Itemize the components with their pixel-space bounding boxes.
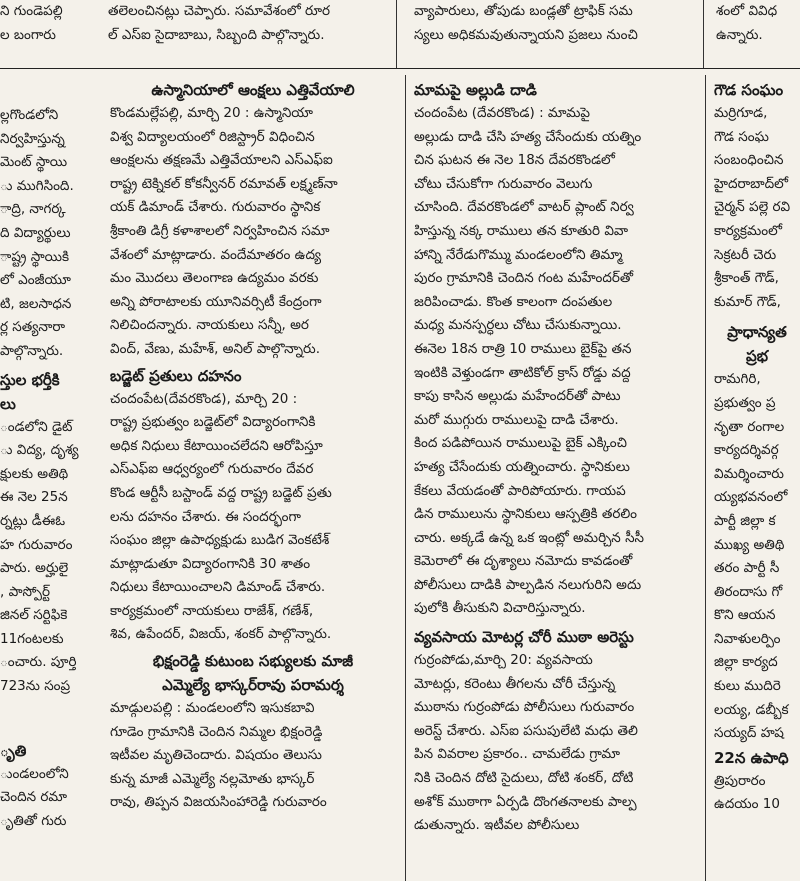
text-line: రాష్ట్ర ప్రభుత్వం బడ్జెట్‌లో విద్యారంగానికి (110, 414, 316, 431)
text-line: రాష్ట్ర టెక్నికల్ కోకన్వీనర్ రమావత్ లక్ష్మణ్‌నా (110, 175, 338, 192)
text-line: తరం పార్టీ సీ (714, 560, 780, 577)
text-line: అరెస్ట్ చేశారు. ఎస్ఐ పసుపులేటి మధు తెలి (414, 722, 638, 739)
text-line: సంబంధించిన (714, 152, 784, 169)
text-line: ాష్ట్ర స్థాయికి (0, 248, 70, 265)
text-line: ఉన్నారు. (716, 26, 763, 43)
text-line: ఇంటికి వెళ్తుండగా తాటికోల్ క్రాస్ రోడ్డు వద్ద (414, 364, 631, 381)
text-line: ంచారు. పూర్తి (0, 654, 77, 671)
headline: ృతి (0, 741, 27, 760)
text-line: మం మొదలు తెలంగాణ ఉద్యమం వరకు (110, 270, 319, 287)
text-line: ు ముగిసింది. (0, 177, 74, 194)
text-line: డిన రాములును స్థానికులు ఆస్పత్రికి తరలిం (414, 506, 638, 523)
column-divider (705, 75, 706, 881)
text-line: ల బంగారు (0, 26, 56, 43)
text-line: అల్లుడు దాడి చేసి హత్య చేసేందుకు యత్నిం (414, 128, 642, 145)
text-line: మాట్లాడుతూ విద్యారంగానికి 30 శాతం (110, 555, 311, 572)
text-line: మెంట్ స్థాయి (0, 154, 68, 171)
text-line: ముఖ్య అతిథి (714, 536, 785, 553)
text-line: రావు, తిప్పన విజయసింహారెడ్డి గురువారం (110, 794, 327, 811)
text-line: మోటర్లు, కరెంటు తీగలను చోరీ చేస్తున్న (414, 675, 616, 692)
text-line: ని గుండెపల్లి (0, 3, 63, 19)
text-line: య్యభవనంలో (714, 489, 788, 506)
text-line: నికి చెందిన దోటి సైదులు, దోటి శంకర్, దోటి (414, 770, 634, 787)
text-line: ృతితో గురు (0, 812, 67, 829)
text-line: కొని ఆయన (714, 607, 776, 624)
headline: వ్యవసాయ మోటర్ల చోరీ ముఠా అరెస్టు (414, 628, 634, 647)
column-1 (0, 104, 100, 881)
text-line: విశ్వ విద్యాలయంలో రిజిస్ట్రార్ విధించిన (110, 128, 315, 145)
text-line: కేకలు వేయడంతో పారిపోయారు. గాయప (414, 482, 626, 499)
text-line: , పాస్పోర్ట్ (0, 583, 51, 600)
text-line: హాన్ని నేరేడుగొమ్ము మండలంలోని తిమ్మా (414, 246, 623, 263)
text-line: శివ, ఉపేందర్, విజయ్, శంకర్ పాల్గొన్నారు. (110, 626, 332, 643)
text-line: పురం గ్రామానికి చెందిన గంట మహేందర్‌తో (414, 270, 634, 287)
headline: ప్రభ (746, 347, 768, 366)
text-line: ఇటీవల మృతిచెందారు. విషయం తెలుసు (110, 747, 322, 764)
text-line: కున్న మాజీ ఎమ్మెల్యే నల్లమోతు భాస్కర్ (110, 770, 315, 787)
text-line: ల్లగొండలోని (0, 107, 59, 123)
text-line: చందంపేట (దేవరకొండ) : మామపై (414, 105, 591, 121)
headline: 22న ఉపాధి (714, 748, 789, 767)
text-line: గూడెం గ్రామానికి చెందిన నిమ్మల భిక్షంరెడ్డి (110, 723, 323, 740)
text-line: కొండమల్లేపల్లి, మార్చి 20 : ఉస్మానియా (110, 105, 313, 121)
text-line: చైర్మన్ పల్లె రవి (714, 199, 791, 216)
text-line: తలెలంచినట్లు చెప్పారు. సమావేశంలో రూర (108, 3, 331, 19)
headline: లు (0, 394, 16, 413)
headline: ఎమ్మెల్యే భాస్కర్‌రావు పరామర్శ (162, 676, 344, 695)
text-line: తిరందాసు గో (714, 583, 783, 600)
text-line: డుతున్నారు. ఇటీవల పోలీసులు (414, 817, 580, 834)
headline: భిక్షంరెడ్డి కుటుంబ సభ్యులకు మాజీ (152, 652, 354, 671)
text-line: ప్రభుత్వం ప్ర (714, 394, 776, 411)
text-line: మాడ్గులపల్లి : మండలంలోని ఇసుకబావి (110, 700, 315, 717)
text-line: కొండ ఆర్టీసీ బస్టాండ్ వద్ద రాష్ట్ర బడ్జెట్ ప్రతు (110, 484, 332, 501)
headline: బడ్జెట్ ప్రతులు దహనం (110, 366, 242, 385)
text-line: క్షులకు అతిథి (0, 465, 69, 482)
text-line: పారు. అర్హులై (0, 560, 69, 577)
text-line: చిన ఘటన ఈ నెల 18న దేవరకొండలో (414, 152, 615, 169)
text-line: నిలిచిందన్నారు. నాయకులు సన్నీ, అర (110, 317, 309, 334)
text-line: హ గురువారం (0, 536, 73, 553)
text-line: ల్ ఎస్ఐ సైదాబాబు, సిబ్బంది పాల్గొన్నారు. (108, 26, 325, 43)
text-line: లను దహనం చేశారు. ఈ సందర్భంగా (110, 508, 301, 525)
text-line: ఉదయం 10 (714, 796, 780, 813)
text-line: వేశంలో మాట్లాడారు. వందేమాతరం ఉద్య (110, 246, 322, 263)
text-line: కుమార్ గౌడ్, (714, 293, 781, 310)
column-2 (110, 78, 396, 881)
text-line: సెక్రటరీ చెరు (714, 246, 777, 263)
text-line: యక్ డిమాండ్ చేశారు. గురువారం స్థానిక (110, 199, 321, 216)
text-line: లో ఎంజీయూ (0, 272, 71, 289)
text-line: కులు ముదిరె (714, 678, 781, 695)
text-line: పోలీసులు దాడికి పాల్పడిన నలుగురిని అదు (414, 576, 642, 593)
headline: స్తుల భర్తీకి (0, 370, 60, 389)
text-line: కార్యదర్శివర్గ (714, 442, 779, 459)
top-strip-col2 (108, 0, 393, 47)
text-line: నిర్వహిస్తున్న (0, 130, 65, 147)
text-line: పిన వివరాల ప్రకారం.. చామలేడు గ్రామా (414, 746, 621, 763)
text-line: కెమెరాలో ఈ దృశ్యాలు నమోదు కావడంతో (414, 553, 633, 570)
text-line: ఎస్ఎఫ్ఐ ఆధ్వర్యంలో గురువారం దేవర (110, 461, 314, 478)
text-line: కాపు కాసిన అల్లుడు మహేందర్‌తో పాటు (414, 388, 621, 405)
text-line: హిస్తున్న నక్క రాములు తన కూతురి వివా (414, 222, 629, 239)
text-line: ాద్రి, నాగర్క (0, 201, 66, 218)
headline: గౌడ సంఘం (714, 81, 784, 99)
text-line: కింద పడిపోయిన రాములుపై బైక్ ఎక్కించి (414, 435, 627, 452)
text-line: సయ్యద్ హష (714, 725, 784, 742)
text-line: అశోక్ ముఠాగా ఏర్పడి దొంగతనాలకు పాల్ప (414, 793, 637, 810)
text-line: నిధులు కేటాయించాలని డిమాండ్ చేశారు. (110, 579, 326, 596)
text-line: చూసింది. దేవరకొండలో వాటర్ ప్లాంట్ నిర్వ (414, 199, 634, 216)
text-line: ఈ నెల 25న (0, 489, 68, 506)
text-line: 723ను సంప్ర (0, 678, 71, 695)
text-line: ది విద్యార్థులు (0, 224, 71, 241)
text-line: ఆంక్షలను తక్షణమే ఎత్తివేయాలని ఎస్ఎఫ్ఐ (110, 152, 333, 169)
text-line: ముఠాను గుర్రంపోడు పోలీసులు గురువారం (414, 699, 635, 716)
text-line: గుర్రంపోడు,మార్చి 20: వ్యవసాయ (414, 652, 593, 669)
text-line: ర్నట్లు డీఈఓ (0, 512, 66, 529)
top-strip-col3 (414, 0, 698, 47)
headline: మామపై అల్లుడి దాడి (414, 81, 537, 99)
text-line: కార్యక్రమంలో నాయకులు రాజేశ్, గణేశ్, (110, 602, 314, 619)
text-line: జరిపించాడు. కొంత కాలంగా దంపతుల (414, 293, 613, 310)
text-line: కార్యక్రమంలో (714, 222, 782, 239)
top-strip-col1 (0, 0, 100, 47)
text-line: శ్రీకాంతి డిగ్రీ కళాశాలలో నిర్వహించిన సమా (110, 222, 330, 239)
text-line: చెందిన రమా (0, 789, 68, 806)
column-3 (414, 78, 700, 881)
text-line: పార్టీ జిల్లా క (714, 512, 776, 529)
text-line: విమర్శించారు (714, 465, 784, 482)
text-line: పులోకి తీసుకుని విచారిస్తున్నారు. (414, 600, 586, 617)
text-line: జినల్ సర్టిఫికె (0, 607, 68, 624)
text-line: హత్య చేసేందుకు యత్నించారు. స్థానికులు (414, 458, 630, 475)
text-line: పాల్గొన్నారు. (0, 342, 64, 359)
text-line: అధిక నిధులు కేటాయించలేదని ఆరోపిస్తూ (110, 437, 323, 454)
text-line: చారు. అక్కడే ఉన్న ఒక ఇంట్లో అమర్చిన సీసీ (414, 529, 645, 546)
text-line: త్రిపురారం (714, 772, 766, 789)
text-line: చోటు చేసుకోగా గురువారం వెలుగు (414, 175, 593, 192)
text-line: హైదరాబాద్‌లో (714, 175, 789, 192)
text-line: మధ్య మనస్పర్ధలు చోటు చేసుకున్నాయి. (414, 317, 622, 334)
text-line: నృతా రంగాల (714, 418, 785, 435)
text-line: సంఘం జిల్లా ఉపాధ్యక్షుడు బుడిగ వెంకటేశ్ (110, 532, 330, 549)
text-line: టి, జలసాధన (0, 295, 72, 312)
text-line: ర్ల సత్యనారా (0, 319, 66, 336)
column-divider (405, 75, 406, 881)
headline: ప్రాధాన్యత (727, 323, 787, 342)
column-divider (396, 0, 397, 68)
text-line: గౌడ సంఘ (714, 128, 769, 145)
column-divider (703, 0, 704, 68)
text-line: ండలోని డైట్ (0, 418, 73, 435)
text-line: రామగిరి, (714, 371, 761, 388)
text-line: ు విద్య, దృశ్య (0, 442, 79, 459)
text-line: స్యలు అధికమవుతున్నాయని ప్రజలు నుంచి (414, 26, 638, 43)
text-line: శ్రీకాంత్ గౌడ్, (714, 270, 779, 287)
text-line: వ్యాపారులు, తోపుడు బండ్లతో ట్రాఫిక్ సమ (414, 3, 633, 19)
headline: ఉస్మానియాలో ఆంక్షలు ఎత్తివేయాలి (151, 81, 355, 99)
text-line: లయ్య, డబ్బీక (714, 701, 789, 718)
text-line: మరో ముగ్గురు రాములుపై దాడి చేశారు. (414, 411, 619, 428)
text-line: 11గంటలకు (0, 630, 64, 647)
text-line: మర్రిగూడ, (714, 105, 768, 121)
text-line: జిల్లా కార్యద (714, 654, 778, 671)
text-line: ుండలంలోని (0, 765, 69, 782)
text-line: శంలో వివిధ (716, 3, 778, 19)
column-4 (714, 78, 800, 881)
top-rule (0, 68, 800, 69)
text-line: ఈనెల 18న రాత్రి 10 రాములు బైక్‌పై తన (414, 340, 632, 357)
text-line: అన్ని పోరాటాలకు యూనివర్సిటీ కేంద్రంగా (110, 293, 322, 310)
text-line: నివాళులర్పిం (714, 630, 781, 647)
text-line: చందంపేట(దేవరకొండ), మార్చి 20 : (110, 390, 298, 407)
text-line: వింద్, వేణు, మహేశ్, అనిల్ పాల్గొన్నారు. (110, 340, 321, 357)
top-strip-col4 (716, 0, 800, 47)
